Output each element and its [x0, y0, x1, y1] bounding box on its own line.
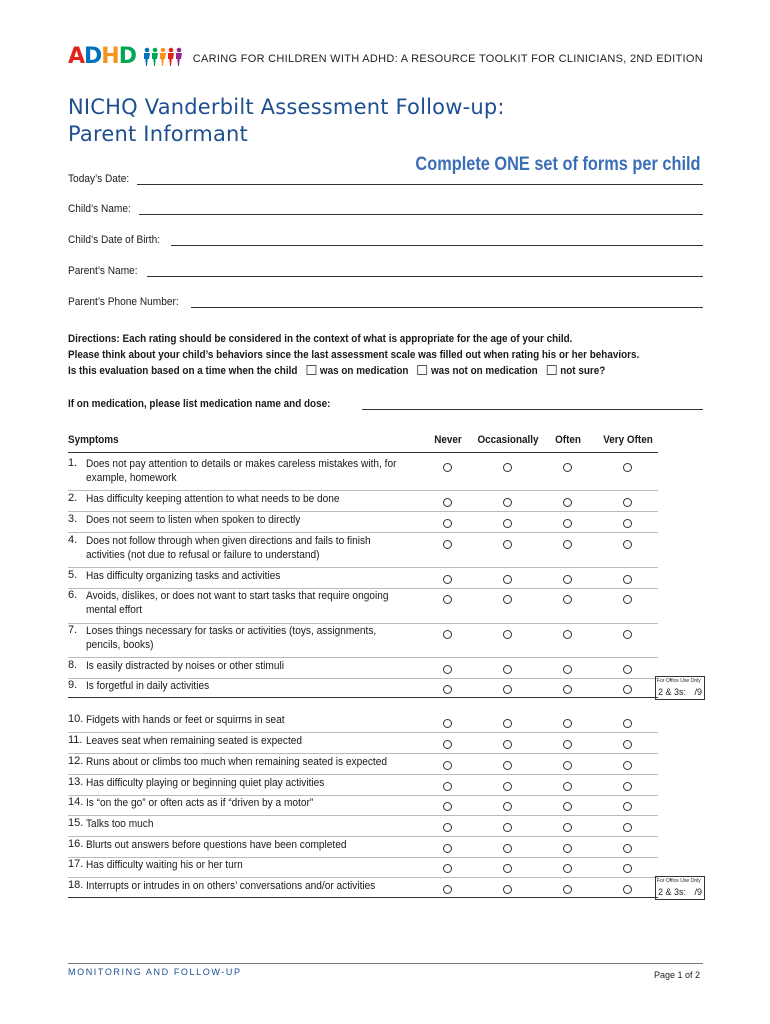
radio-occasionally[interactable] — [503, 740, 512, 749]
radio-very-often[interactable] — [623, 519, 632, 528]
radio-occasionally[interactable] — [503, 864, 512, 873]
instruction-note: Complete ONE set of forms per child — [414, 154, 700, 175]
radio-very-often[interactable] — [623, 665, 632, 674]
radio-very-often[interactable] — [623, 575, 632, 584]
symptom-text: Interrupts or intrudes in on others’ conversations and/or activities — [86, 880, 376, 892]
office-use-box-inattention[interactable] — [655, 676, 705, 700]
radio-occasionally[interactable] — [503, 595, 512, 604]
symptom-text: Blurts out answers before questions have been completed — [86, 839, 347, 851]
radio-very-often[interactable] — [623, 844, 632, 853]
symptom-number: 3. — [68, 513, 78, 525]
logo-letter: A — [68, 44, 85, 69]
footer-rule — [68, 963, 703, 964]
not-on-medication-label: was not on medication — [430, 365, 538, 377]
symptom-number: 17. — [68, 858, 84, 870]
radio-often[interactable] — [563, 665, 572, 674]
todays-date-input-line[interactable] — [137, 173, 703, 185]
row-divider — [68, 623, 658, 624]
symptom-text: Has difficulty keeping attention to what needs to be done — [86, 493, 340, 505]
row-divider — [68, 732, 658, 733]
medication-input-line[interactable] — [362, 399, 703, 410]
radio-often[interactable] — [563, 719, 572, 728]
row-divider — [68, 774, 658, 775]
logo-letter: D — [118, 44, 136, 69]
office-use-denominator: /9 — [694, 887, 702, 897]
column-header-often: Often — [555, 434, 581, 446]
office-use-label: For Office Use Only — [657, 878, 701, 884]
parents-name-label: Parent’s Name: — [68, 265, 138, 277]
radio-never[interactable] — [443, 498, 452, 507]
radio-never[interactable] — [443, 823, 452, 832]
title-line: Parent Informant — [68, 122, 248, 146]
radio-occasionally[interactable] — [503, 802, 512, 811]
page-number: Page 1 of 2 — [653, 970, 700, 980]
radio-never[interactable] — [443, 844, 452, 853]
symptom-text: Leaves seat when remaining seated is expected — [86, 735, 303, 747]
radio-very-often[interactable] — [623, 740, 632, 749]
row-divider — [68, 567, 658, 568]
childs-dob-label: Child’s Date of Birth: — [68, 234, 161, 246]
symptom-text: Is “on the go” or often acts as if “driven by a motor” — [86, 797, 314, 809]
radio-never[interactable] — [443, 802, 452, 811]
radio-often[interactable] — [563, 844, 572, 853]
radio-very-often[interactable] — [623, 685, 632, 694]
childs-name-input-line[interactable] — [139, 203, 703, 215]
directions-line-1: Directions: Each rating should be considered in the context of what is appropriate for the age of your child. — [68, 333, 573, 345]
radio-occasionally[interactable] — [503, 844, 512, 853]
radio-never[interactable] — [443, 864, 452, 873]
symptom-text: Avoids, dislikes, or does not want to start tasks that require ongoing mental effort — [86, 590, 389, 616]
radio-never[interactable] — [443, 630, 452, 639]
radio-very-often[interactable] — [623, 630, 632, 639]
symptom-number: 18. — [68, 879, 84, 891]
parents-name-input-line[interactable] — [147, 265, 703, 277]
table-header-rule — [68, 452, 658, 453]
radio-occasionally[interactable] — [503, 630, 512, 639]
symptom-text: Has difficulty waiting his or her turn — [86, 859, 243, 871]
symptom-number: 8. — [68, 659, 78, 671]
row-divider — [68, 588, 658, 589]
title-line: NICHQ Vanderbilt Assessment Follow-up: — [68, 95, 505, 119]
on-medication-label: was on medication — [319, 365, 409, 377]
medication-question — [68, 365, 605, 377]
row-divider — [68, 753, 658, 754]
radio-never[interactable] — [443, 665, 452, 674]
radio-never[interactable] — [443, 782, 452, 791]
radio-often[interactable] — [563, 685, 572, 694]
symptom-text: Talks too much — [86, 818, 154, 830]
radio-often[interactable] — [563, 498, 572, 507]
radio-occasionally[interactable] — [503, 823, 512, 832]
radio-never[interactable] — [443, 595, 452, 604]
radio-occasionally[interactable] — [503, 761, 512, 770]
parents-phone-field[interactable] — [68, 292, 703, 308]
radio-occasionally[interactable] — [503, 719, 512, 728]
row-divider — [68, 532, 658, 533]
todays-date-label: Today’s Date: — [68, 173, 130, 185]
radio-often[interactable] — [563, 761, 572, 770]
radio-often[interactable] — [563, 740, 572, 749]
radio-occasionally[interactable] — [503, 575, 512, 584]
radio-never[interactable] — [443, 685, 452, 694]
symptom-number: 7. — [68, 624, 78, 636]
radio-very-often[interactable] — [623, 864, 632, 873]
row-divider — [68, 795, 658, 796]
row-divider — [68, 678, 658, 679]
radio-often[interactable] — [563, 595, 572, 604]
children-figures-icon — [143, 47, 183, 67]
radio-occasionally[interactable] — [503, 685, 512, 694]
radio-very-often[interactable] — [623, 802, 632, 811]
symptom-text: Does not pay attention to details or makes careless mistakes with, for example, homework — [86, 458, 397, 484]
todays-date-field[interactable] — [68, 169, 703, 185]
radio-often[interactable] — [563, 885, 572, 894]
radio-occasionally[interactable] — [503, 519, 512, 528]
radio-occasionally[interactable] — [503, 885, 512, 894]
symptom-text: Is forgetful in daily activities — [86, 680, 210, 692]
office-use-value: 2 & 3s: — [658, 687, 687, 697]
row-divider — [68, 657, 658, 658]
radio-never[interactable] — [443, 575, 452, 584]
radio-very-often[interactable] — [623, 782, 632, 791]
office-use-denominator: /9 — [694, 687, 702, 697]
radio-often[interactable] — [563, 864, 572, 873]
medication-question-label: Is this evaluation based on a time when the child — [68, 365, 298, 377]
radio-often[interactable] — [563, 519, 572, 528]
symptom-number: 11. — [68, 734, 83, 746]
radio-often[interactable] — [563, 823, 572, 832]
radio-never[interactable] — [443, 885, 452, 894]
on-medication-checkbox[interactable] — [306, 365, 316, 375]
row-divider — [68, 697, 658, 698]
symptom-number: 5. — [68, 569, 78, 581]
radio-very-often[interactable] — [623, 719, 632, 728]
logo-letter: D — [84, 44, 102, 69]
symptom-number: 6. — [68, 589, 78, 601]
symptom-number: 2. — [68, 492, 78, 504]
radio-very-often[interactable] — [623, 595, 632, 604]
radio-never[interactable] — [443, 740, 452, 749]
childs-name-field[interactable] — [68, 199, 703, 215]
office-use-box-hyperactivity[interactable] — [655, 876, 705, 900]
radio-very-often[interactable] — [623, 463, 632, 472]
adhd-logo — [68, 45, 136, 69]
page-title — [68, 94, 505, 148]
column-header-symptoms: Symptoms — [68, 434, 119, 446]
logo-letter: H — [101, 44, 119, 69]
header — [68, 45, 703, 69]
row-divider — [68, 490, 658, 491]
symptom-text: Does not follow through when given directions and fails to finish activities (not due to refusal or failure to understand) — [86, 535, 371, 561]
radio-never[interactable] — [443, 540, 452, 549]
radio-often[interactable] — [563, 802, 572, 811]
toolkit-title: CARING FOR CHILDREN WITH ADHD: A RESOURCE TOOLKIT FOR CLINICIANS, 2ND EDITION — [192, 53, 703, 65]
radio-never[interactable] — [443, 463, 452, 472]
symptom-number: 1. — [68, 457, 78, 469]
column-header-never: Never — [434, 434, 462, 446]
medication-label: If on medication, please list medication name and dose: — [68, 398, 331, 410]
radio-very-often[interactable] — [623, 540, 632, 549]
radio-occasionally[interactable] — [503, 540, 512, 549]
radio-never[interactable] — [443, 519, 452, 528]
radio-never[interactable] — [443, 719, 452, 728]
radio-never[interactable] — [443, 761, 452, 770]
office-use-label: For Office Use Only — [657, 678, 701, 684]
radio-often[interactable] — [563, 782, 572, 791]
radio-very-often[interactable] — [623, 885, 632, 894]
radio-occasionally[interactable] — [503, 665, 512, 674]
symptom-text: Is easily distracted by noises or other stimuli — [86, 660, 284, 672]
symptom-number: 15. — [68, 817, 84, 829]
row-divider — [68, 877, 658, 878]
radio-very-often[interactable] — [623, 761, 632, 770]
childs-name-label: Child’s Name: — [68, 203, 131, 215]
radio-often[interactable] — [563, 463, 572, 472]
footer-section-title: MONITORING AND FOLLOW-UP — [68, 967, 242, 977]
column-header-occasionally: Occasionally — [477, 434, 539, 446]
row-divider — [68, 857, 658, 858]
radio-occasionally[interactable] — [503, 782, 512, 791]
symptom-text: Loses things necessary for tasks or activities (toys, assignments, pencils, books) — [86, 625, 377, 651]
not-sure-label: not sure? — [560, 365, 606, 377]
radio-occasionally[interactable] — [503, 463, 512, 472]
symptom-number: 4. — [68, 534, 78, 546]
symptom-text: Has difficulty organizing tasks and activities — [86, 570, 281, 582]
not-on-medication-checkbox[interactable] — [417, 365, 427, 375]
childs-dob-input-line[interactable] — [171, 234, 703, 246]
radio-often[interactable] — [563, 540, 572, 549]
symptom-number: 13. — [68, 776, 84, 788]
row-divider — [68, 511, 658, 512]
symptom-number: 9. — [68, 679, 78, 691]
symptom-number: 12. — [68, 755, 84, 767]
parents-phone-input-line[interactable] — [191, 296, 703, 308]
row-divider — [68, 836, 658, 837]
radio-very-often[interactable] — [623, 498, 632, 507]
parents-name-field[interactable] — [68, 261, 703, 277]
row-divider — [68, 815, 658, 816]
parents-phone-label: Parent’s Phone Number: — [68, 296, 179, 308]
symptom-text: Does not seem to listen when spoken to directly — [86, 514, 301, 526]
office-use-value: 2 & 3s: — [658, 887, 687, 897]
radio-often[interactable] — [563, 575, 572, 584]
symptom-number: 10. — [68, 713, 84, 725]
radio-often[interactable] — [563, 630, 572, 639]
column-header-very-often: Very Often — [603, 434, 653, 446]
radio-very-often[interactable] — [623, 823, 632, 832]
symptom-number: 14. — [68, 796, 84, 808]
symptom-number: 16. — [68, 838, 84, 850]
childs-dob-field[interactable] — [68, 230, 703, 246]
directions-line-2: Please think about your child’s behaviors since the last assessment scale was filled out when rating his or her behaviors. — [68, 349, 640, 361]
medication-field[interactable] — [68, 396, 703, 410]
radio-occasionally[interactable] — [503, 498, 512, 507]
not-sure-checkbox[interactable] — [547, 365, 557, 375]
symptom-text: Has difficulty playing or beginning quiet play activities — [86, 777, 325, 789]
symptom-text: Fidgets with hands or feet or squirms in seat — [86, 714, 285, 726]
symptom-text: Runs about or climbs too much when remaining seated is expected — [86, 756, 387, 768]
table-bottom-rule — [68, 897, 658, 898]
